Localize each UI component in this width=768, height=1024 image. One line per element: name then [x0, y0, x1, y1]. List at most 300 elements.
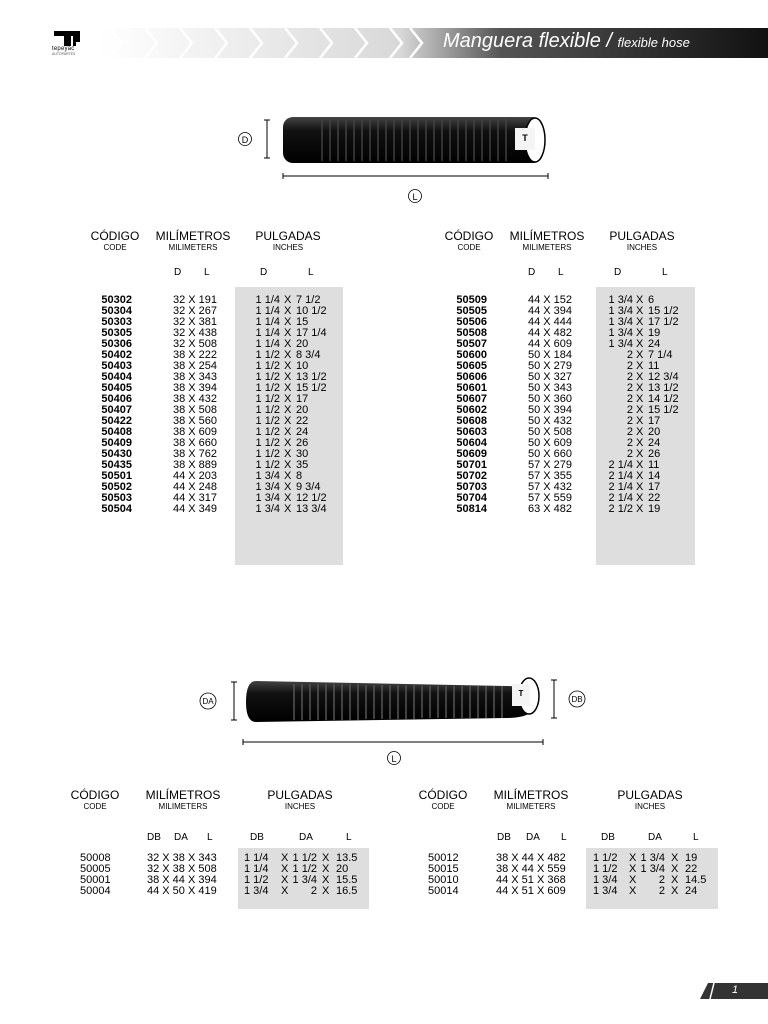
inch-l-cell: 24	[685, 885, 698, 897]
inch-l-cell: 20	[296, 404, 309, 416]
mm-cell: 44 X 394	[527, 305, 572, 317]
subheader-d-in: D	[260, 267, 268, 278]
mm-cell: 38 X 343	[172, 371, 217, 383]
inch-d-cell: 1 3/4	[608, 305, 633, 317]
x-separator: X	[636, 437, 644, 449]
x-separator: X	[322, 885, 330, 897]
code-cell: 50704	[456, 492, 487, 504]
inch-d-cell: 2	[626, 371, 633, 383]
x-separator: X	[636, 503, 644, 515]
x-separator: X	[284, 415, 292, 427]
inch-d-cell: 1 1/2	[255, 349, 280, 361]
column-header-code: CÓDIGO CODE	[444, 229, 494, 252]
brand-name: tepeyac	[52, 46, 75, 52]
inch-d-cell: 1 3/4	[608, 327, 633, 339]
subheader-l-in: L	[308, 267, 314, 278]
hose-figure-straight	[230, 108, 560, 208]
mm-cell: 38 X 44 X 482	[496, 852, 566, 864]
column-header-mm: MILÍMETROS MILIMETERS	[493, 788, 569, 811]
inch-l-cell: 17	[648, 415, 661, 427]
inch-l-cell: 7 1/4	[648, 349, 673, 361]
inch-da-cell: 1 1/2	[292, 863, 317, 875]
subheader-db-in: DB	[601, 832, 615, 843]
subheader-l-mm: L	[558, 267, 564, 278]
inch-d-cell: 1 1/4	[255, 294, 280, 306]
inch-d-cell: 1 3/4	[255, 492, 280, 504]
code-cell: 50305	[101, 327, 132, 339]
inch-db-cell: 1 1/2	[593, 863, 618, 875]
x-separator: X	[629, 852, 637, 864]
inch-d-cell: 1 1/2	[255, 426, 280, 438]
mm-cell: 50 X 327	[527, 371, 572, 383]
mm-cell: 38 X 508	[172, 404, 217, 416]
code-cell: 50408	[101, 426, 132, 438]
mm-cell: 44 X 152	[527, 294, 572, 306]
code-cell: 50507	[456, 338, 487, 350]
code-cell: 50501	[101, 470, 132, 482]
inch-l-cell: 26	[648, 448, 661, 460]
mm-cell: 57 X 355	[527, 470, 572, 482]
code-cell: 50008	[80, 852, 111, 864]
x-separator: X	[281, 852, 289, 864]
code-cell: 50406	[101, 393, 132, 405]
x-separator: X	[281, 863, 289, 875]
subheader-l-mm: L	[204, 267, 210, 278]
x-separator: X	[284, 503, 292, 515]
inch-d-cell: 1 1/2	[255, 448, 280, 460]
mm-cell: 38 X 44 X 559	[496, 863, 566, 875]
inch-l-cell: 14.5	[685, 874, 707, 886]
inch-d-cell: 2 1/4	[608, 492, 633, 504]
subheader-l-mm: L	[561, 832, 567, 843]
inch-l-cell: 9 3/4	[296, 481, 321, 493]
inch-l-cell: 15	[296, 316, 309, 328]
mm-cell: 44 X 482	[527, 327, 572, 339]
subheader-d-mm: D	[528, 267, 536, 278]
subheader-d-mm: D	[174, 267, 182, 278]
x-separator: X	[284, 316, 292, 328]
inch-da-cell: 1 3/4	[292, 874, 317, 886]
code-cell: 50407	[101, 404, 132, 416]
l-dimension-label: L	[412, 192, 418, 202]
x-separator: X	[284, 294, 292, 306]
code-cell: 50430	[101, 448, 132, 460]
inch-l-cell: 19	[648, 327, 661, 339]
inch-l-cell: 7 1/2	[296, 294, 321, 306]
code-cell: 50601	[456, 382, 487, 394]
x-separator: X	[284, 404, 292, 416]
code-cell: 50509	[456, 294, 487, 306]
subheader-da-mm: DA	[174, 832, 188, 843]
code-cell: 50015	[428, 863, 459, 875]
inch-d-cell: 2	[626, 393, 633, 405]
x-separator: X	[322, 852, 330, 864]
inch-d-cell: 1 3/4	[608, 294, 633, 306]
inch-d-cell: 1 3/4	[255, 481, 280, 493]
inch-d-cell: 2 1/2	[608, 503, 633, 515]
inch-d-cell: 1 1/2	[255, 382, 280, 394]
inch-l-cell: 30	[296, 448, 309, 460]
inch-l-cell: 15.5	[336, 874, 358, 886]
column-header-mm: MILÍMETROS MILIMETERS	[145, 788, 221, 811]
code-cell: 50603	[456, 426, 487, 438]
mm-cell: 50 X 360	[527, 393, 572, 405]
mm-cell: 32 X 38 X 343	[147, 852, 217, 864]
subheader-da-in: DA	[648, 832, 662, 843]
subheader-db-mm: DB	[497, 832, 511, 843]
column-header-code: CÓDIGO CODE	[90, 229, 140, 252]
inch-db-cell: 1 3/4	[593, 885, 618, 897]
inch-d-cell: 1 1/2	[255, 404, 280, 416]
inch-l-cell: 24	[648, 437, 661, 449]
inch-da-cell: 1 3/4	[640, 852, 665, 864]
code-cell: 50306	[101, 338, 132, 350]
code-cell: 50004	[80, 885, 111, 897]
mm-cell: 44 X 51 X 368	[496, 874, 566, 886]
x-separator: X	[284, 349, 292, 361]
mm-cell: 38 X 432	[172, 393, 217, 405]
inch-db-cell: 1 1/2	[593, 852, 618, 864]
mm-cell: 32 X 267	[172, 305, 217, 317]
mm-cell: 32 X 381	[172, 316, 217, 328]
x-separator: X	[636, 316, 644, 328]
mm-cell: 44 X 444	[527, 316, 572, 328]
svg-text:T: T	[522, 133, 528, 143]
x-separator: X	[636, 305, 644, 317]
inch-db-cell: 1 3/4	[244, 885, 269, 897]
inch-db-cell: 1 1/4	[244, 852, 269, 864]
code-cell: 50409	[101, 437, 132, 449]
title-main: Manguera flexible	[443, 30, 601, 52]
column-header-inches: PULGADAS INCHES	[617, 788, 683, 811]
inch-d-cell: 1 3/4	[608, 338, 633, 350]
mm-cell: 50 X 432	[527, 415, 572, 427]
inch-d-cell: 1 1/2	[255, 437, 280, 449]
inch-l-cell: 11	[648, 459, 660, 471]
x-separator: X	[284, 492, 292, 504]
code-cell: 50005	[80, 863, 111, 875]
x-separator: X	[284, 481, 292, 493]
inch-l-cell: 17	[296, 393, 309, 405]
inch-d-cell: 1 1/2	[255, 415, 280, 427]
inch-l-cell: 16.5	[336, 885, 358, 897]
x-separator: X	[636, 426, 644, 438]
inch-l-cell: 24	[296, 426, 309, 438]
x-separator: X	[636, 404, 644, 416]
mm-cell: 57 X 279	[527, 459, 572, 471]
mm-cell: 57 X 559	[527, 492, 572, 504]
mm-cell: 50 X 184	[527, 349, 572, 361]
inch-d-cell: 1 1/2	[255, 360, 280, 372]
x-separator: X	[284, 338, 292, 350]
title-sub: flexible hose	[617, 35, 690, 50]
inch-l-cell: 12 1/2	[296, 492, 327, 504]
subheader-l-in: L	[662, 267, 668, 278]
code-cell: 50435	[101, 459, 132, 471]
code-cell: 50304	[101, 305, 132, 317]
code-cell: 50702	[456, 470, 487, 482]
subheader-da-in: DA	[299, 832, 313, 843]
mm-cell: 44 X 609	[527, 338, 572, 350]
inch-d-cell: 2 1/4	[608, 470, 633, 482]
inch-da-cell: 2	[658, 885, 665, 897]
subheader-l-mm: L	[207, 832, 213, 843]
code-cell: 50608	[456, 415, 487, 427]
x-separator: X	[671, 863, 679, 875]
hose-figure-reducer	[196, 672, 596, 768]
mm-cell: 50 X 394	[527, 404, 572, 416]
inch-d-cell: 2	[626, 415, 633, 427]
inch-l-cell: 35	[296, 459, 309, 471]
column-header-inches: PULGADAS INCHES	[267, 788, 333, 811]
code-cell: 50503	[101, 492, 132, 504]
x-separator: X	[284, 459, 292, 471]
code-cell: 50010	[428, 874, 459, 886]
code-cell: 50505	[456, 305, 487, 317]
x-separator: X	[636, 294, 644, 306]
inch-d-cell: 2 1/4	[608, 459, 633, 471]
code-cell: 50602	[456, 404, 487, 416]
inch-l-cell: 13.5	[336, 852, 358, 864]
page-number: 1	[732, 984, 739, 996]
mm-cell: 32 X 191	[172, 294, 217, 306]
code-cell: 50703	[456, 481, 487, 493]
column-header-code: CÓDIGO CODE	[418, 788, 468, 811]
code-cell: 50609	[456, 448, 487, 460]
x-separator: X	[284, 393, 292, 405]
code-cell: 50014	[428, 885, 459, 897]
code-cell: 50303	[101, 316, 132, 328]
mm-cell: 38 X 660	[172, 437, 217, 449]
code-cell: 50404	[101, 371, 132, 383]
mm-cell: 44 X 51 X 609	[496, 885, 566, 897]
inch-l-cell: 13 3/4	[296, 503, 327, 515]
x-separator: X	[284, 327, 292, 339]
mm-cell: 44 X 203	[172, 470, 217, 482]
x-separator: X	[636, 349, 644, 361]
inch-da-cell: 2	[310, 885, 317, 897]
code-cell: 50302	[101, 294, 132, 306]
inch-l-cell: 19	[685, 852, 698, 864]
mm-cell: 38 X 609	[172, 426, 217, 438]
subheader-da-mm: DA	[526, 832, 540, 843]
inch-l-cell: 10 1/2	[296, 305, 327, 317]
inch-l-cell: 8 3/4	[296, 349, 321, 361]
inch-db-cell: 1 1/4	[244, 863, 269, 875]
inch-d-cell: 1 1/2	[255, 393, 280, 405]
inch-d-cell: 1 1/4	[255, 327, 280, 339]
inch-l-cell: 13 1/2	[648, 382, 679, 394]
mm-cell: 38 X 44 X 394	[147, 874, 217, 886]
inch-d-cell: 2	[626, 349, 633, 361]
x-separator: X	[281, 874, 289, 886]
inch-l-cell: 22	[648, 492, 661, 504]
x-separator: X	[284, 305, 292, 317]
inch-l-cell: 20	[336, 863, 349, 875]
title-separator: /	[600, 30, 618, 52]
inch-da-cell: 1 3/4	[640, 863, 665, 875]
inch-d-cell: 2	[626, 360, 633, 372]
x-separator: X	[629, 874, 637, 886]
inch-d-cell: 2	[626, 437, 633, 449]
inch-d-cell: 2 1/4	[608, 481, 633, 493]
x-separator: X	[636, 327, 644, 339]
inch-d-cell: 2	[626, 404, 633, 416]
inch-da-cell: 2	[658, 874, 665, 886]
mm-cell: 38 X 889	[172, 459, 217, 471]
x-separator: X	[636, 382, 644, 394]
inch-d-cell: 2	[626, 426, 633, 438]
inch-d-cell: 1 1/4	[255, 338, 280, 350]
inch-d-cell: 2	[626, 382, 633, 394]
inch-l-cell: 14	[648, 470, 661, 482]
mm-cell: 44 X 317	[172, 492, 217, 504]
inch-l-cell: 24	[648, 338, 661, 350]
column-header-inches: PULGADAS INCHES	[609, 229, 675, 252]
inch-l-cell: 15 1/2	[296, 382, 327, 394]
x-separator: X	[322, 863, 330, 875]
inch-db-cell: 1 1/2	[244, 874, 269, 886]
inch-d-cell: 1 3/4	[255, 503, 280, 515]
x-separator: X	[636, 360, 644, 372]
code-cell: 50504	[101, 503, 132, 515]
x-separator: X	[636, 492, 644, 504]
page-title	[443, 30, 690, 53]
inch-l-cell: 17 1/2	[648, 316, 679, 328]
x-separator: X	[284, 360, 292, 372]
code-cell: 50604	[456, 437, 487, 449]
inch-l-cell: 6	[648, 294, 655, 306]
brand-subtitle: AUTOPARTES	[52, 52, 76, 56]
l-dimension-label: L	[391, 754, 397, 764]
x-separator: X	[284, 382, 292, 394]
x-separator: X	[322, 874, 330, 886]
code-cell: 50402	[101, 349, 132, 361]
inch-l-cell: 20	[296, 338, 309, 350]
subheader-d-in: D	[614, 267, 622, 278]
inch-l-cell: 19	[648, 503, 661, 515]
mm-cell: 38 X 254	[172, 360, 217, 372]
d-dimension-label: D	[241, 135, 249, 145]
mm-cell: 32 X 508	[172, 338, 217, 350]
inch-d-cell: 1 1/2	[255, 371, 280, 383]
inch-db-cell: 1 3/4	[593, 874, 618, 886]
inch-da-cell: 1 1/2	[292, 852, 317, 864]
inch-d-cell: 1 1/4	[255, 316, 280, 328]
x-separator: X	[636, 448, 644, 460]
x-separator: X	[671, 885, 679, 897]
x-separator: X	[284, 426, 292, 438]
inch-l-cell: 22	[685, 863, 698, 875]
code-cell: 50814	[456, 503, 487, 515]
subheader-db-mm: DB	[147, 832, 161, 843]
mm-cell: 50 X 343	[527, 382, 572, 394]
mm-cell: 38 X 560	[172, 415, 217, 427]
x-separator: X	[636, 338, 644, 350]
mm-cell: 44 X 248	[172, 481, 217, 493]
db-dimension-label: DB	[571, 695, 583, 704]
code-cell: 50405	[101, 382, 132, 394]
x-separator: X	[629, 863, 637, 875]
x-separator: X	[284, 470, 292, 482]
inch-l-cell: 20	[648, 426, 661, 438]
mm-cell: 50 X 609	[527, 437, 572, 449]
mm-cell: 44 X 50 X 419	[147, 885, 217, 897]
x-separator: X	[636, 393, 644, 405]
mm-cell: 44 X 349	[172, 503, 217, 515]
inch-l-cell: 10	[296, 360, 309, 372]
code-cell: 50012	[428, 852, 459, 864]
code-cell: 50606	[456, 371, 487, 383]
inch-d-cell: 1 1/4	[255, 305, 280, 317]
inch-l-cell: 15 1/2	[648, 404, 679, 416]
inch-d-cell: 2	[626, 448, 633, 460]
mm-cell: 38 X 394	[172, 382, 217, 394]
inch-l-cell: 14 1/2	[648, 393, 679, 405]
x-separator: X	[284, 448, 292, 460]
inch-d-cell: 1 3/4	[255, 470, 280, 482]
inch-d-cell: 1 1/2	[255, 459, 280, 471]
da-dimension-label: DA	[202, 697, 214, 706]
mm-cell: 32 X 438	[172, 327, 217, 339]
column-header-inches: PULGADAS INCHES	[255, 229, 321, 252]
mm-cell: 50 X 660	[527, 448, 572, 460]
code-cell: 50403	[101, 360, 132, 372]
code-cell: 50701	[456, 459, 487, 471]
x-separator: X	[671, 852, 679, 864]
code-cell: 50502	[101, 481, 132, 493]
x-separator: X	[636, 470, 644, 482]
mm-cell: 57 X 432	[527, 481, 572, 493]
inch-l-cell: 17 1/4	[296, 327, 327, 339]
inch-l-cell: 11	[648, 360, 660, 372]
x-separator: X	[636, 481, 644, 493]
mm-cell: 32 X 38 X 508	[147, 863, 217, 875]
x-separator: X	[671, 874, 679, 886]
inch-l-cell: 26	[296, 437, 309, 449]
x-separator: X	[281, 885, 289, 897]
column-header-code: CÓDIGO CODE	[70, 788, 120, 811]
mm-cell: 63 X 482	[527, 503, 572, 515]
code-cell: 50001	[80, 874, 111, 886]
x-separator: X	[284, 437, 292, 449]
inch-l-cell: 22	[296, 415, 309, 427]
code-cell: 50506	[456, 316, 487, 328]
subheader-db-in: DB	[250, 832, 264, 843]
mm-cell: 38 X 762	[172, 448, 217, 460]
x-separator: X	[636, 371, 644, 383]
column-header-mm: MILÍMETROS MILIMETERS	[155, 229, 231, 252]
code-cell: 50508	[456, 327, 487, 339]
x-separator: X	[284, 371, 292, 383]
inch-l-cell: 17	[648, 481, 661, 493]
inch-l-cell: 12 3/4	[648, 371, 679, 383]
inch-l-cell: 15 1/2	[648, 305, 679, 317]
code-cell: 50422	[101, 415, 132, 427]
mm-cell: 38 X 222	[172, 349, 217, 361]
inch-d-cell: 1 3/4	[608, 316, 633, 328]
subheader-l-in: L	[693, 832, 699, 843]
mm-cell: 50 X 508	[527, 426, 572, 438]
subheader-l-in: L	[346, 832, 352, 843]
svg-text:T: T	[518, 689, 524, 698]
mm-cell: 50 X 279	[527, 360, 572, 372]
code-cell: 50605	[456, 360, 487, 372]
column-header-mm: MILÍMETROS MILIMETERS	[509, 229, 585, 252]
x-separator: X	[636, 459, 644, 471]
inch-l-cell: 8	[296, 470, 303, 482]
code-cell: 50600	[456, 349, 487, 361]
